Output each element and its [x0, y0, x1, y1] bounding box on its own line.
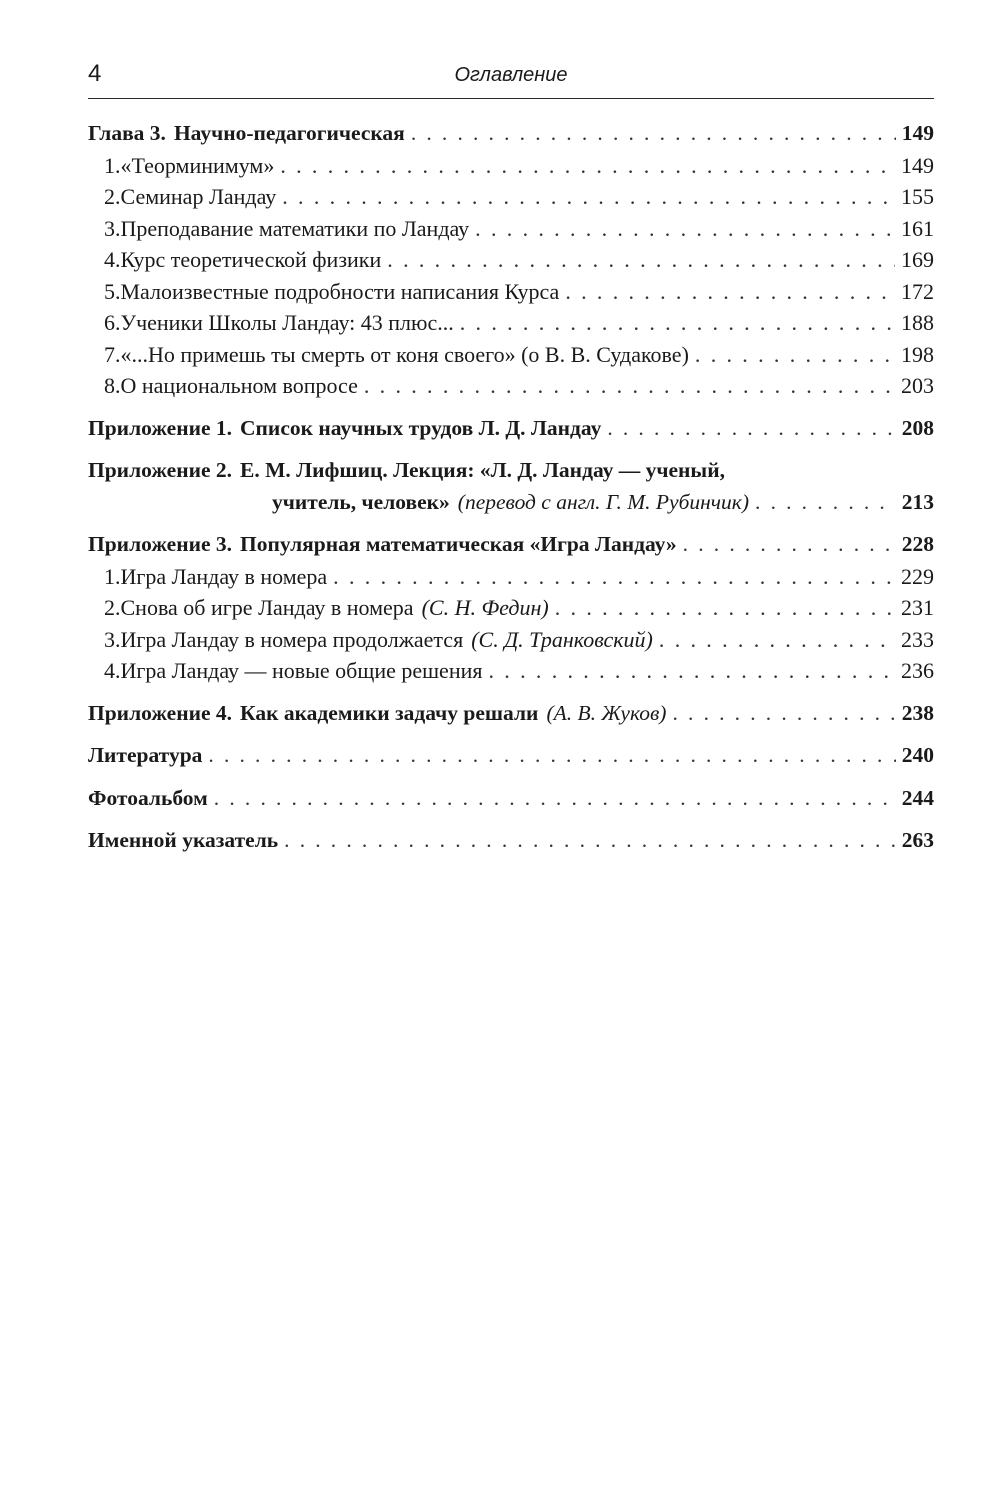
entry-number: 2. — [104, 595, 121, 620]
page-ref: 198 — [901, 341, 934, 367]
entry-number: 4. — [104, 658, 121, 683]
toc-entry-name-index[interactable] — [88, 825, 934, 857]
page-ref: 172 — [901, 278, 934, 304]
page-ref: 244 — [901, 785, 934, 810]
page-ref: 161 — [901, 215, 934, 241]
dot-leader — [280, 150, 895, 182]
page-ref: 236 — [901, 658, 934, 683]
entry-number: 2. — [104, 184, 121, 209]
entry-author: (С. Н. Федин) — [421, 595, 549, 620]
page-ref: 208 — [901, 415, 934, 440]
appendix-label: Приложение 1. — [88, 415, 233, 440]
toc-entry-appendix-3[interactable] — [88, 529, 934, 561]
page-ref: 169 — [901, 247, 934, 272]
appendix-title-line-1: Е. М. Лифшиц. Лекция: «Л. Д. Ландау — ученый, — [240, 458, 725, 482]
toc-entry-chapter-3[interactable] — [88, 118, 934, 150]
page-ref: 263 — [901, 828, 934, 852]
translation-note: (перевод с англ. Г. М. Рубинчик) — [457, 489, 750, 514]
entry-title: Курс теоретической физики — [120, 247, 382, 272]
toc-entry-appendix-2[interactable] — [88, 455, 934, 487]
appendix-title: Как академики задачу решали — [240, 700, 539, 725]
dot-leader — [282, 181, 895, 213]
chapter-title: Научно-педагогическая — [173, 121, 405, 145]
page-ref: 238 — [901, 700, 934, 725]
toc-entry[interactable] — [88, 370, 934, 402]
entry-number: 7. — [104, 341, 121, 367]
dot-leader — [659, 624, 895, 656]
toc-entry[interactable] — [88, 561, 934, 593]
toc-entry-literature[interactable] — [88, 740, 934, 772]
entry-title: «...Но примешь ты смерть от коня своего» (о В. В. Судакове) — [120, 341, 689, 367]
toc-entry-appendix-4[interactable] — [88, 698, 934, 730]
page-ref: 229 — [901, 563, 934, 589]
page-ref: 231 — [901, 595, 934, 620]
entry-number: 1. — [104, 152, 121, 178]
dot-leader — [333, 561, 895, 593]
entry-title: Малоизвестные подробности написания Курса — [120, 278, 560, 304]
dot-leader — [284, 825, 896, 857]
page-ref: 213 — [901, 489, 934, 514]
entry-number: 8. — [104, 373, 121, 398]
toc-entry[interactable] — [88, 276, 934, 308]
dot-leader — [364, 370, 895, 402]
entry-number: 5. — [104, 278, 121, 304]
toc-entry[interactable] — [88, 213, 934, 245]
toc-entry[interactable] — [88, 244, 934, 276]
toc-entry[interactable] — [88, 624, 934, 656]
chapter-label: Глава 3. — [88, 121, 166, 145]
appendix-title: Список научных трудов Л. Д. Ландау — [240, 415, 602, 440]
toc-entry[interactable] — [88, 181, 934, 213]
dot-leader — [208, 740, 895, 772]
dot-leader — [672, 698, 895, 730]
page-ref: 203 — [901, 373, 934, 398]
entry-title: Преподавание математики по Ландау — [120, 215, 470, 241]
entry-title: Снова об игре Ландау в номера — [120, 595, 414, 620]
toc-entry-appendix-2-continued[interactable] — [88, 487, 934, 519]
entry-number: 4. — [104, 247, 121, 272]
toc-entry[interactable] — [88, 592, 934, 624]
table-of-contents — [88, 118, 934, 857]
page-ref: 155 — [901, 184, 934, 209]
dot-leader — [683, 529, 896, 561]
appendix-label: Приложение 4. — [88, 700, 233, 725]
page-ref: 149 — [901, 152, 934, 178]
entry-number: 3. — [104, 215, 121, 241]
toc-entry-photoalbum[interactable] — [88, 783, 934, 815]
entry-title: Игра Ландау — новые общие решения — [120, 658, 483, 683]
page-ref: 228 — [901, 532, 934, 556]
entry-title: Семинар Ландау — [120, 184, 277, 209]
section-title: Фотоальбом — [88, 785, 208, 810]
page-ref: 240 — [901, 743, 934, 767]
entry-title: Игра Ландау в номера — [120, 563, 328, 589]
entry-number: 3. — [104, 626, 121, 652]
page-ref: 233 — [901, 626, 934, 652]
dot-leader — [565, 276, 895, 308]
dot-leader — [489, 655, 896, 687]
section-title: Литература — [88, 743, 203, 767]
entry-number: 6. — [104, 310, 121, 335]
entry-number: 1. — [104, 563, 121, 589]
toc-entry[interactable] — [88, 655, 934, 687]
appendix-label: Приложение 2. — [88, 458, 233, 482]
appendix-label: Приложение 3. — [88, 532, 233, 556]
page-header — [88, 58, 934, 99]
toc-entry[interactable] — [88, 150, 934, 182]
toc-entry[interactable] — [88, 339, 934, 371]
dot-leader — [607, 413, 895, 445]
entry-title: «Теорминимум» — [120, 152, 275, 178]
entry-title: О национальном вопросе — [120, 373, 358, 398]
dot-leader — [555, 592, 895, 624]
dot-leader — [411, 118, 896, 150]
appendix-author: (А. В. Жуков) — [546, 700, 667, 725]
entry-author: (С. Д. Транковский) — [471, 626, 653, 652]
dot-leader — [755, 487, 896, 519]
entry-title: Игра Ландау в номера продолжается — [120, 626, 464, 652]
dot-leader — [695, 339, 895, 371]
appendix-title: Популярная математическая «Игра Ландау» — [240, 532, 677, 556]
appendix-title-line-2: учитель, человек» — [272, 489, 450, 514]
dot-leader — [387, 244, 895, 276]
dot-leader — [460, 307, 895, 339]
dot-leader — [214, 783, 896, 815]
page-ref: 188 — [901, 310, 934, 335]
page-ref: 149 — [901, 121, 934, 145]
toc-entry[interactable] — [88, 307, 934, 339]
page-number: 4 — [88, 60, 102, 87]
running-head: Оглавление — [454, 64, 568, 86]
toc-entry-appendix-1[interactable] — [88, 413, 934, 445]
dot-leader — [475, 213, 895, 245]
section-title: Именной указатель — [88, 828, 279, 852]
entry-title: Ученики Школы Ландау: 43 плюс... — [120, 310, 454, 335]
